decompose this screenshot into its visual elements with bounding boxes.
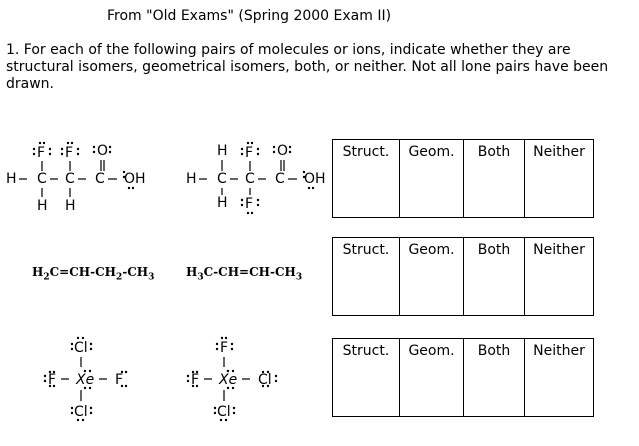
atom-H: H (37, 198, 48, 214)
struct-option[interactable]: Struct. (333, 140, 400, 218)
atom-F: F (245, 145, 254, 161)
geom-option[interactable]: Geom. (400, 339, 464, 417)
atom-C: C (95, 171, 105, 187)
atom-F: F (48, 372, 57, 388)
both-option[interactable]: Both (464, 140, 525, 218)
atom-C: C (245, 171, 255, 187)
pair2-right-formula: $H_3C-CH=CH-CH_3$ (186, 265, 303, 283)
atom-F: F (65, 145, 74, 161)
atom-H: H (6, 171, 17, 187)
atom-Cl: Cl (258, 372, 272, 388)
pair1-left-molecule (0, 138, 160, 218)
answer-table-pair2 (332, 237, 594, 316)
atom-OH: OH (124, 171, 146, 187)
struct-option[interactable]: Struct. (333, 339, 400, 417)
atom-Cl: Cl (74, 340, 88, 356)
atom-C: C (275, 171, 285, 187)
neither-option[interactable]: Neither (525, 238, 594, 316)
geom-option[interactable]: Geom. (400, 238, 464, 316)
atom-H: H (217, 195, 228, 211)
answer-table-pair3 (332, 338, 594, 417)
atom-H: H (217, 143, 228, 159)
atom-C: C (217, 171, 227, 187)
atom-O: O (97, 143, 109, 159)
geom-option[interactable]: Geom. (400, 140, 464, 218)
pair2-left-formula: $H_2C=CH-CH_2-CH_3$ (32, 265, 155, 283)
atom-H: H (65, 198, 76, 214)
atom-F: F (37, 145, 46, 161)
both-option[interactable]: Both (464, 339, 525, 417)
pair1-right-molecule (180, 138, 340, 218)
atom-Cl: Cl (217, 404, 231, 420)
neither-option[interactable]: Neither (525, 140, 594, 218)
both-option[interactable]: Both (464, 238, 525, 316)
atom-F: F (191, 372, 200, 388)
pair3-left-molecule (40, 335, 140, 425)
question-text: 1. For each of the following pairs of molecules or ions, indicate whether they are structural isomers, geometrical isomers, both, or neither. Not all lone pairs have been drawn. (6, 42, 609, 92)
struct-option[interactable]: Struct. (333, 238, 400, 316)
atom-Xe: Xe (76, 372, 95, 388)
atom-O: O (277, 143, 289, 159)
atom-C: C (37, 171, 47, 187)
atom-F: F (220, 340, 229, 356)
atom-C: C (65, 171, 75, 187)
atom-F: F (245, 196, 254, 212)
page-header: From "Old Exams" (Spring 2000 Exam II) (107, 8, 392, 24)
atom-Xe: Xe (219, 372, 238, 388)
atom-Cl: Cl (74, 404, 88, 420)
pair3-right-molecule (183, 335, 283, 425)
answer-table-pair1 (332, 139, 594, 218)
atom-F: F (115, 372, 124, 388)
atom-H: H (186, 171, 197, 187)
atom-OH: OH (304, 171, 326, 187)
neither-option[interactable]: Neither (525, 339, 594, 417)
